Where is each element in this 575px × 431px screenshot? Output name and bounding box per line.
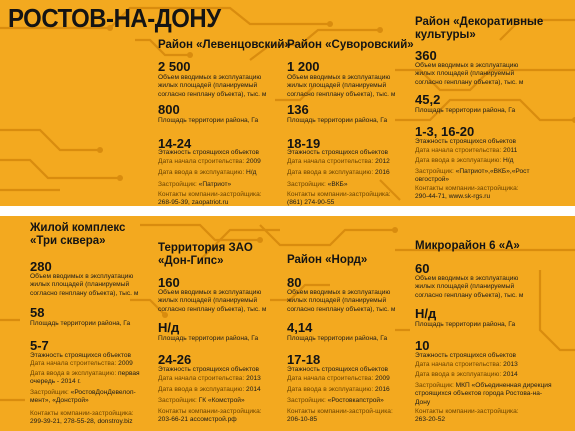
area-value: 58 [30,305,45,320]
volume-desc: Объем вводимых в эксплуатацию жилых площадей (планируемый согласно генплану объекта), тыс. м [287,289,396,313]
developer-label: Застройщик: [287,181,326,188]
commission-row [158,169,298,177]
start-row [158,375,298,383]
start-row [287,158,427,166]
developer-value: МКП «Объединенная дирекция строящихся объектов города Ростова-на-Дону [415,382,552,406]
volume-value: 2 500 [158,59,191,74]
volume-desc: Объем вводимых в эксплуатацию жилых площадей (планируемый согласно генплану объекта), тыс. м [158,74,267,98]
floors-value: 18-19 [287,136,321,151]
area-desc: Площадь территории района, Га [30,320,131,327]
commission-row [287,169,427,177]
contacts-row [158,191,298,208]
area-desc: Площадь территории района, Га [287,117,388,124]
start-value: 2009 [246,158,261,165]
commission-value: Н/д [503,157,514,164]
commission-value: 2016 [375,169,390,176]
contacts-label: Контакты компании-застройщика: [158,408,262,415]
commission-value: 2014 [503,371,518,378]
start-row [30,360,170,368]
district-card-three-squares [30,216,150,431]
contacts-row [415,408,555,425]
contacts-value: 203-66-21 ассомстрой.рф [158,416,237,424]
start-row [158,158,298,166]
district-title: Район «Левенцовский» [158,39,291,51]
volume-desc: Объем вводимых в эксплуатацию жилых площадей (планируемый согласно генплану объекта), тыс. м [30,273,139,297]
contacts-value: 263-20-52 [415,416,446,424]
district-title: Район «Суворовский» [287,39,414,51]
volume-value: 280 [30,259,52,274]
volume-value: 160 [158,275,180,290]
floors-desc: Этажность строящихся объектов [30,352,131,359]
commission-row [287,386,427,394]
contacts-row [287,408,399,425]
contacts-value: 206-10-85 [287,416,318,424]
start-row [415,361,555,369]
contacts-value: 290-44-71, www.sk-rgs.ru [415,193,491,201]
floors-value: 17-18 [287,352,321,367]
start-label: Дата начала строительства: [30,360,117,367]
start-row [287,375,427,383]
start-value: 2009 [118,360,133,367]
volume-value: 1 200 [287,59,320,74]
area-desc: Площадь территории района, Га [158,117,259,124]
floors-value: 1-3, 16-20 [415,124,475,139]
page-title: РОСТОВ-НА-ДОНУ [8,3,221,33]
volume-desc: Объем вводимых в эксплуатацию жилых площадей (планируемый согласно генплану объекта), тыс. м [415,62,524,86]
commission-row [30,370,148,387]
start-label: Дата начала строительства: [287,375,374,382]
start-value: 2013 [503,361,518,368]
developer-value: «РостовДонДевелоп-мент», «Донстрой» [30,389,136,405]
contacts-value: (861) 274-90-55 [287,199,335,207]
developer-row [287,397,427,405]
volume-value: 360 [415,48,437,63]
floors-value: 5-7 [30,338,49,353]
developer-label: Застройщик: [415,382,454,389]
area-desc: Площадь территории района, Га [158,335,259,342]
floors-value: 24-26 [158,352,192,367]
developer-label: Застройщик: [158,397,197,404]
contacts-label: Контакты компании-застройщика: [30,410,134,417]
area-value: 4,14 [287,320,313,335]
contacts-label: Контакты компании-застройщика: [287,191,391,198]
area-value: Н/д [415,306,437,321]
developer-label: Застройщик: [415,168,454,175]
volume-desc: Объем вводимых в эксплуатацию жилых площадей (планируемый согласно генплану объекта), тыс. м [287,74,396,98]
start-value: 2013 [246,375,261,382]
volume-desc: Объем вводимых в эксплуатацию жилых площадей (планируемый согласно генплану объекта), тыс. м [158,289,267,313]
commission-label: Дата ввода в эксплуатацию: [158,169,245,176]
district-title: Микрорайон 6 «А» [415,240,520,252]
contacts-row [415,185,540,202]
contacts-row [30,410,155,427]
developer-row [287,181,427,189]
district-card-microdistrict-6a [415,216,565,431]
commission-row [415,371,555,379]
floors-desc: Этажность строящихся объектов [415,138,516,145]
start-label: Дата начала строительства: [158,375,245,382]
developer-value: «ВКБ» [327,181,348,188]
district-card-don-gips [158,216,278,431]
developer-row [158,181,298,189]
start-value: 2012 [375,158,390,165]
contacts-label: Контакты компании-застройщика: [158,191,262,198]
floors-desc: Этажность строящихся объектов [287,149,388,156]
commission-row [415,157,555,165]
district-card-suvorovsky [287,0,414,207]
area-value: 800 [158,102,180,117]
developer-label: Застройщик: [30,389,69,396]
commission-label: Дата ввода в эксплуатацию: [415,157,502,164]
commission-label: Дата ввода в эксплуатацию: [158,386,245,393]
developer-row [30,389,148,406]
commission-value: 2016 [375,386,390,393]
district-card-leventsovsky [158,0,291,207]
volume-desc: Объем вводимых в эксплуатацию жилых площадей (планируемый согласно генплану объекта), тыс. м [415,275,524,299]
start-label: Дата начала строительства: [415,361,502,368]
volume-value: 80 [287,275,302,290]
district-title: Территория ЗАО «Дон-Гипс» [158,242,253,267]
floors-desc: Этажность строящихся объектов [158,366,259,373]
contacts-value: 268-95-39, zaopatriot.ru [158,199,229,207]
area-desc: Площадь территории района, Га [287,335,388,342]
developer-value: «Ростовкапстрой» [327,397,384,404]
start-value: 2009 [375,375,390,382]
floors-desc: Этажность строящихся объектов [415,352,516,359]
contacts-row [287,191,427,208]
floors-value: 10 [415,338,430,353]
developer-value: «Патриот» [198,181,232,188]
area-value: Н/д [158,320,180,335]
district-title: Жилой комплекс «Три сквера» [30,222,126,247]
commission-row [158,386,298,394]
contacts-label: Контакты компании-застройщика: [415,185,519,192]
district-card-nord [287,216,407,431]
developer-row [415,382,555,407]
district-title: Район «Декоративные культуры» [415,16,544,41]
commission-label: Дата ввода в эксплуатацию: [415,371,502,378]
volume-value: 60 [415,261,430,276]
commission-value: Н/д [246,169,257,176]
floors-desc: Этажность строящихся объектов [158,149,259,156]
contacts-label: Контакты компании-застрой-щика: [287,408,393,415]
developer-label: Застройщик: [158,181,197,188]
commission-label: Дата ввода в эксплуатацию: [30,370,117,377]
start-label: Дата начала строительства: [158,158,245,165]
commission-value: 2014 [246,386,261,393]
district-title: Район «Норд» [287,254,368,266]
district-card-decorative-cultures [415,0,565,206]
developer-value: «Патриот»,«ВКБ»,«Рост овгострой» [415,168,530,184]
contacts-label: Контакты компании-застройщика: [415,408,519,415]
contacts-value: 299-39-21, 278-55-28, donstroy.biz [30,418,133,426]
start-label: Дата начала строительства: [287,158,374,165]
area-desc: Площадь территории района, Га [415,321,516,328]
contacts-row [158,408,298,425]
developer-value: ГК «Комстрой» [198,397,245,404]
area-desc: Площадь территории района, Га [415,107,516,114]
floors-value: 14-24 [158,136,192,151]
developer-label: Застройщик: [287,397,326,404]
commission-label: Дата ввода в эксплуатацию: [287,169,374,176]
developer-row [158,397,298,405]
area-value: 45,2 [415,92,441,107]
start-row [415,147,555,155]
floors-desc: Этажность строящихся объектов [287,366,388,373]
developer-row [415,168,540,185]
commission-value: первая очередь - 2014 г. [30,370,140,386]
commission-label: Дата ввода в эксплуатацию: [287,386,374,393]
area-value: 136 [287,102,309,117]
start-value: 2011 [503,147,518,154]
start-label: Дата начала строительства: [415,147,502,154]
